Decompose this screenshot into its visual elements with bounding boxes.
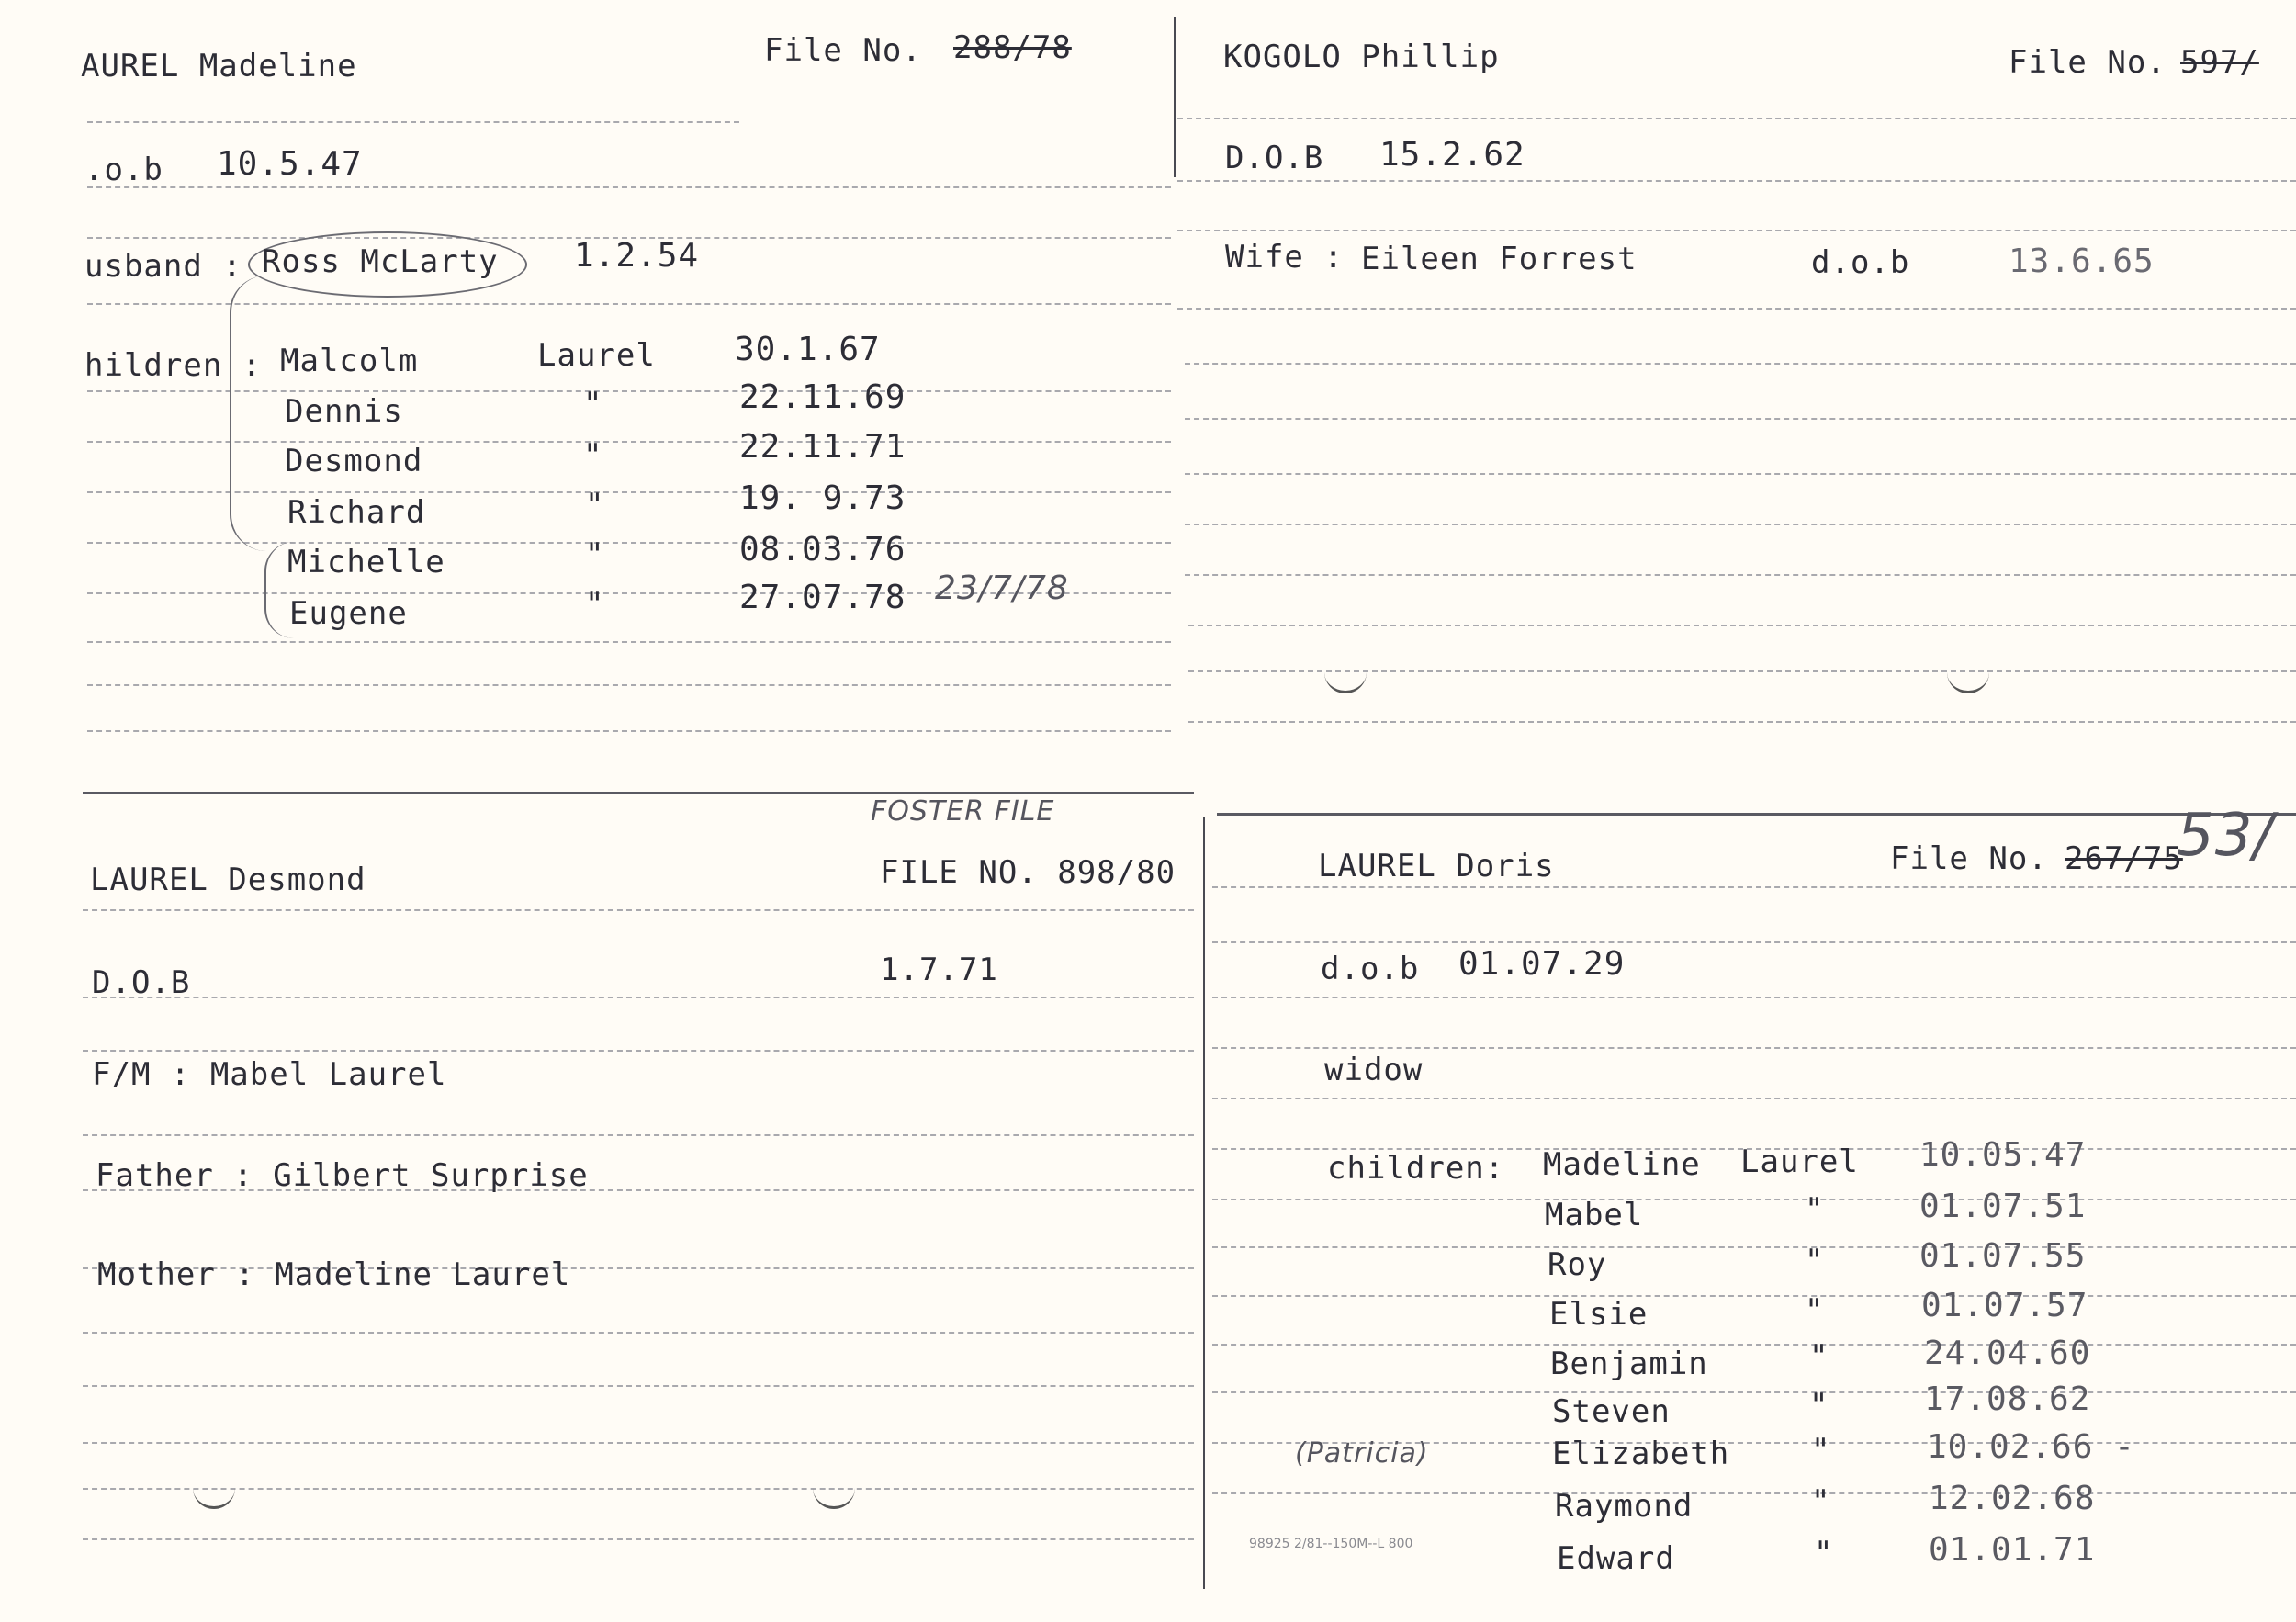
card4-name: LAUREL Doris <box>1318 848 1555 884</box>
card1-child-surname: Laurel <box>537 337 656 374</box>
card4-child-surname: Laurel <box>1740 1143 1859 1180</box>
card1-child-name: Dennis <box>285 393 403 430</box>
card4-children-label: children: <box>1327 1150 1505 1187</box>
card2-wife-dob-label: d.o.b <box>1811 244 1910 281</box>
card4-child-dob: 10.02.66 - <box>1927 1428 2135 1466</box>
children-bracket-mark <box>230 276 268 551</box>
card4-child-dob: 01.01.71 <box>1929 1531 2096 1569</box>
card4-child-surname: " <box>1805 1292 1825 1329</box>
card4-status: widow <box>1324 1052 1424 1088</box>
card1-child-name: Richard <box>287 494 426 531</box>
card-laurel-madeline <box>0 0 1180 762</box>
card1-child-dob: 22.11.69 <box>739 378 906 416</box>
card4-child-surname: " <box>1809 1387 1829 1424</box>
card1-child-dob: 22.11.71 <box>739 428 906 466</box>
card-notch <box>1947 670 1989 693</box>
card4-child-dob: 01.07.51 <box>1919 1188 2087 1225</box>
card-laurel-doris <box>1203 794 2296 1622</box>
card2-file-number: 597/ <box>2180 44 2259 81</box>
card1-dob-label: .o.b <box>84 152 163 188</box>
card4-dob-value: 01.07.29 <box>1458 945 1626 983</box>
card3-father: Father : Gilbert Surprise <box>96 1157 589 1194</box>
card4-child-name: Edward <box>1557 1540 1675 1577</box>
card4-dob-label: d.o.b <box>1321 951 1420 987</box>
card3-annotation: FOSTER FILE <box>871 795 1055 828</box>
card-separator-vertical <box>1174 17 1176 177</box>
card1-child-surname: " <box>583 386 603 422</box>
card1-child-name: Eugene <box>289 595 408 632</box>
card4-child-name: Raymond <box>1555 1488 1694 1525</box>
card2-wife-label: Wife : <box>1225 239 1344 276</box>
card1-file-label: File No. <box>764 32 922 69</box>
card2-wife-dob: 13.6.65 <box>2009 242 2155 280</box>
card1-child-dob: 27.07.78 <box>739 579 906 616</box>
card4-child-dob: 12.02.68 <box>1929 1480 2096 1517</box>
card1-child-name: Desmond <box>285 443 423 479</box>
card3-name: LAUREL Desmond <box>90 862 366 898</box>
card1-husband-date: 1.2.54 <box>574 237 700 275</box>
card4-file-number-handwritten: 53/ <box>2177 802 2274 870</box>
card4-child-dob: 01.07.55 <box>1919 1237 2087 1275</box>
card-kogolo-phillip <box>1177 0 2296 762</box>
card4-footer-print-code: 98925 2/81--150M--L 800 <box>1249 1537 1413 1551</box>
card4-child-name: Elizabeth <box>1552 1436 1730 1472</box>
card4-child-dob: 10.05.47 <box>1919 1136 2087 1174</box>
card4-child-surname: " <box>1811 1432 1831 1469</box>
card-notch <box>193 1486 235 1509</box>
card4-child-name: Elsie <box>1549 1296 1649 1333</box>
card1-name: AUREL Madeline <box>81 48 357 84</box>
card1-husband-label: usband : <box>84 248 242 285</box>
card1-child-name: Michelle <box>287 544 445 580</box>
card-edge-vertical <box>1203 817 1205 1589</box>
card3-file-label: FILE NO. 898/80 <box>880 854 1176 891</box>
card4-child-note: (Patricia) <box>1295 1437 1429 1470</box>
card4-child-dob: 24.04.60 <box>1924 1335 2091 1372</box>
card4-child-name: Roy <box>1548 1246 1607 1283</box>
card4-child-name: Mabel <box>1545 1197 1644 1233</box>
card4-child-dob: 17.08.62 <box>1924 1380 2091 1418</box>
card3-dob-label: D.O.B <box>92 964 191 1001</box>
card4-child-surname: " <box>1805 1191 1825 1228</box>
card1-child-surname: " <box>583 437 603 474</box>
card4-child-surname: " <box>1805 1243 1825 1279</box>
card2-dob-label: D.O.B <box>1225 140 1324 176</box>
card4-child-surname: " <box>1814 1535 1834 1571</box>
card4-child-name: Madeline <box>1543 1146 1701 1183</box>
card-laurel-desmond <box>0 772 1212 1622</box>
card4-child-surname: " <box>1811 1483 1831 1520</box>
card1-child-dob: 08.03.76 <box>739 531 906 569</box>
card3-mother: Mother : Madeline Laurel <box>97 1256 571 1293</box>
card4-child-name: Steven <box>1552 1393 1671 1430</box>
card1-husband-name: Ross McLarty <box>262 243 499 280</box>
card1-dob-value: 10.5.47 <box>217 145 363 183</box>
card1-child-surname: " <box>585 536 605 573</box>
card-notch <box>813 1486 855 1509</box>
card2-file-label: File No. <box>2009 44 2167 81</box>
card4-child-dob: 01.07.57 <box>1921 1287 2088 1324</box>
card2-dob-value: 15.2.62 <box>1379 136 1525 174</box>
card2-wife-name: Eileen Forrest <box>1361 241 1638 277</box>
card1-child-surname: " <box>585 586 605 623</box>
card4-file-number-struck: 267/75 <box>2065 840 2183 877</box>
card2-name: KOGOLO Phillip <box>1223 39 1500 75</box>
card3-dob-value: 1.7.71 <box>880 952 998 988</box>
card3-fm: F/M : Mabel Laurel <box>92 1056 447 1093</box>
card4-child-name: Benjamin <box>1550 1346 1708 1382</box>
card1-children-label: hildren : <box>84 347 263 384</box>
card1-child-dob: 30.1.67 <box>735 331 881 368</box>
card1-file-number: 288/78 <box>953 29 1072 66</box>
card4-child-surname: " <box>1809 1338 1829 1375</box>
card1-child-surname: " <box>585 487 605 524</box>
card1-child-name: Malcolm <box>280 343 419 379</box>
card4-file-label: File No. <box>1890 840 2048 877</box>
card-notch <box>1324 670 1367 693</box>
card1-child-note: 23/7/78 <box>935 569 1069 607</box>
card1-child-dob: 19. 9.73 <box>739 479 906 517</box>
